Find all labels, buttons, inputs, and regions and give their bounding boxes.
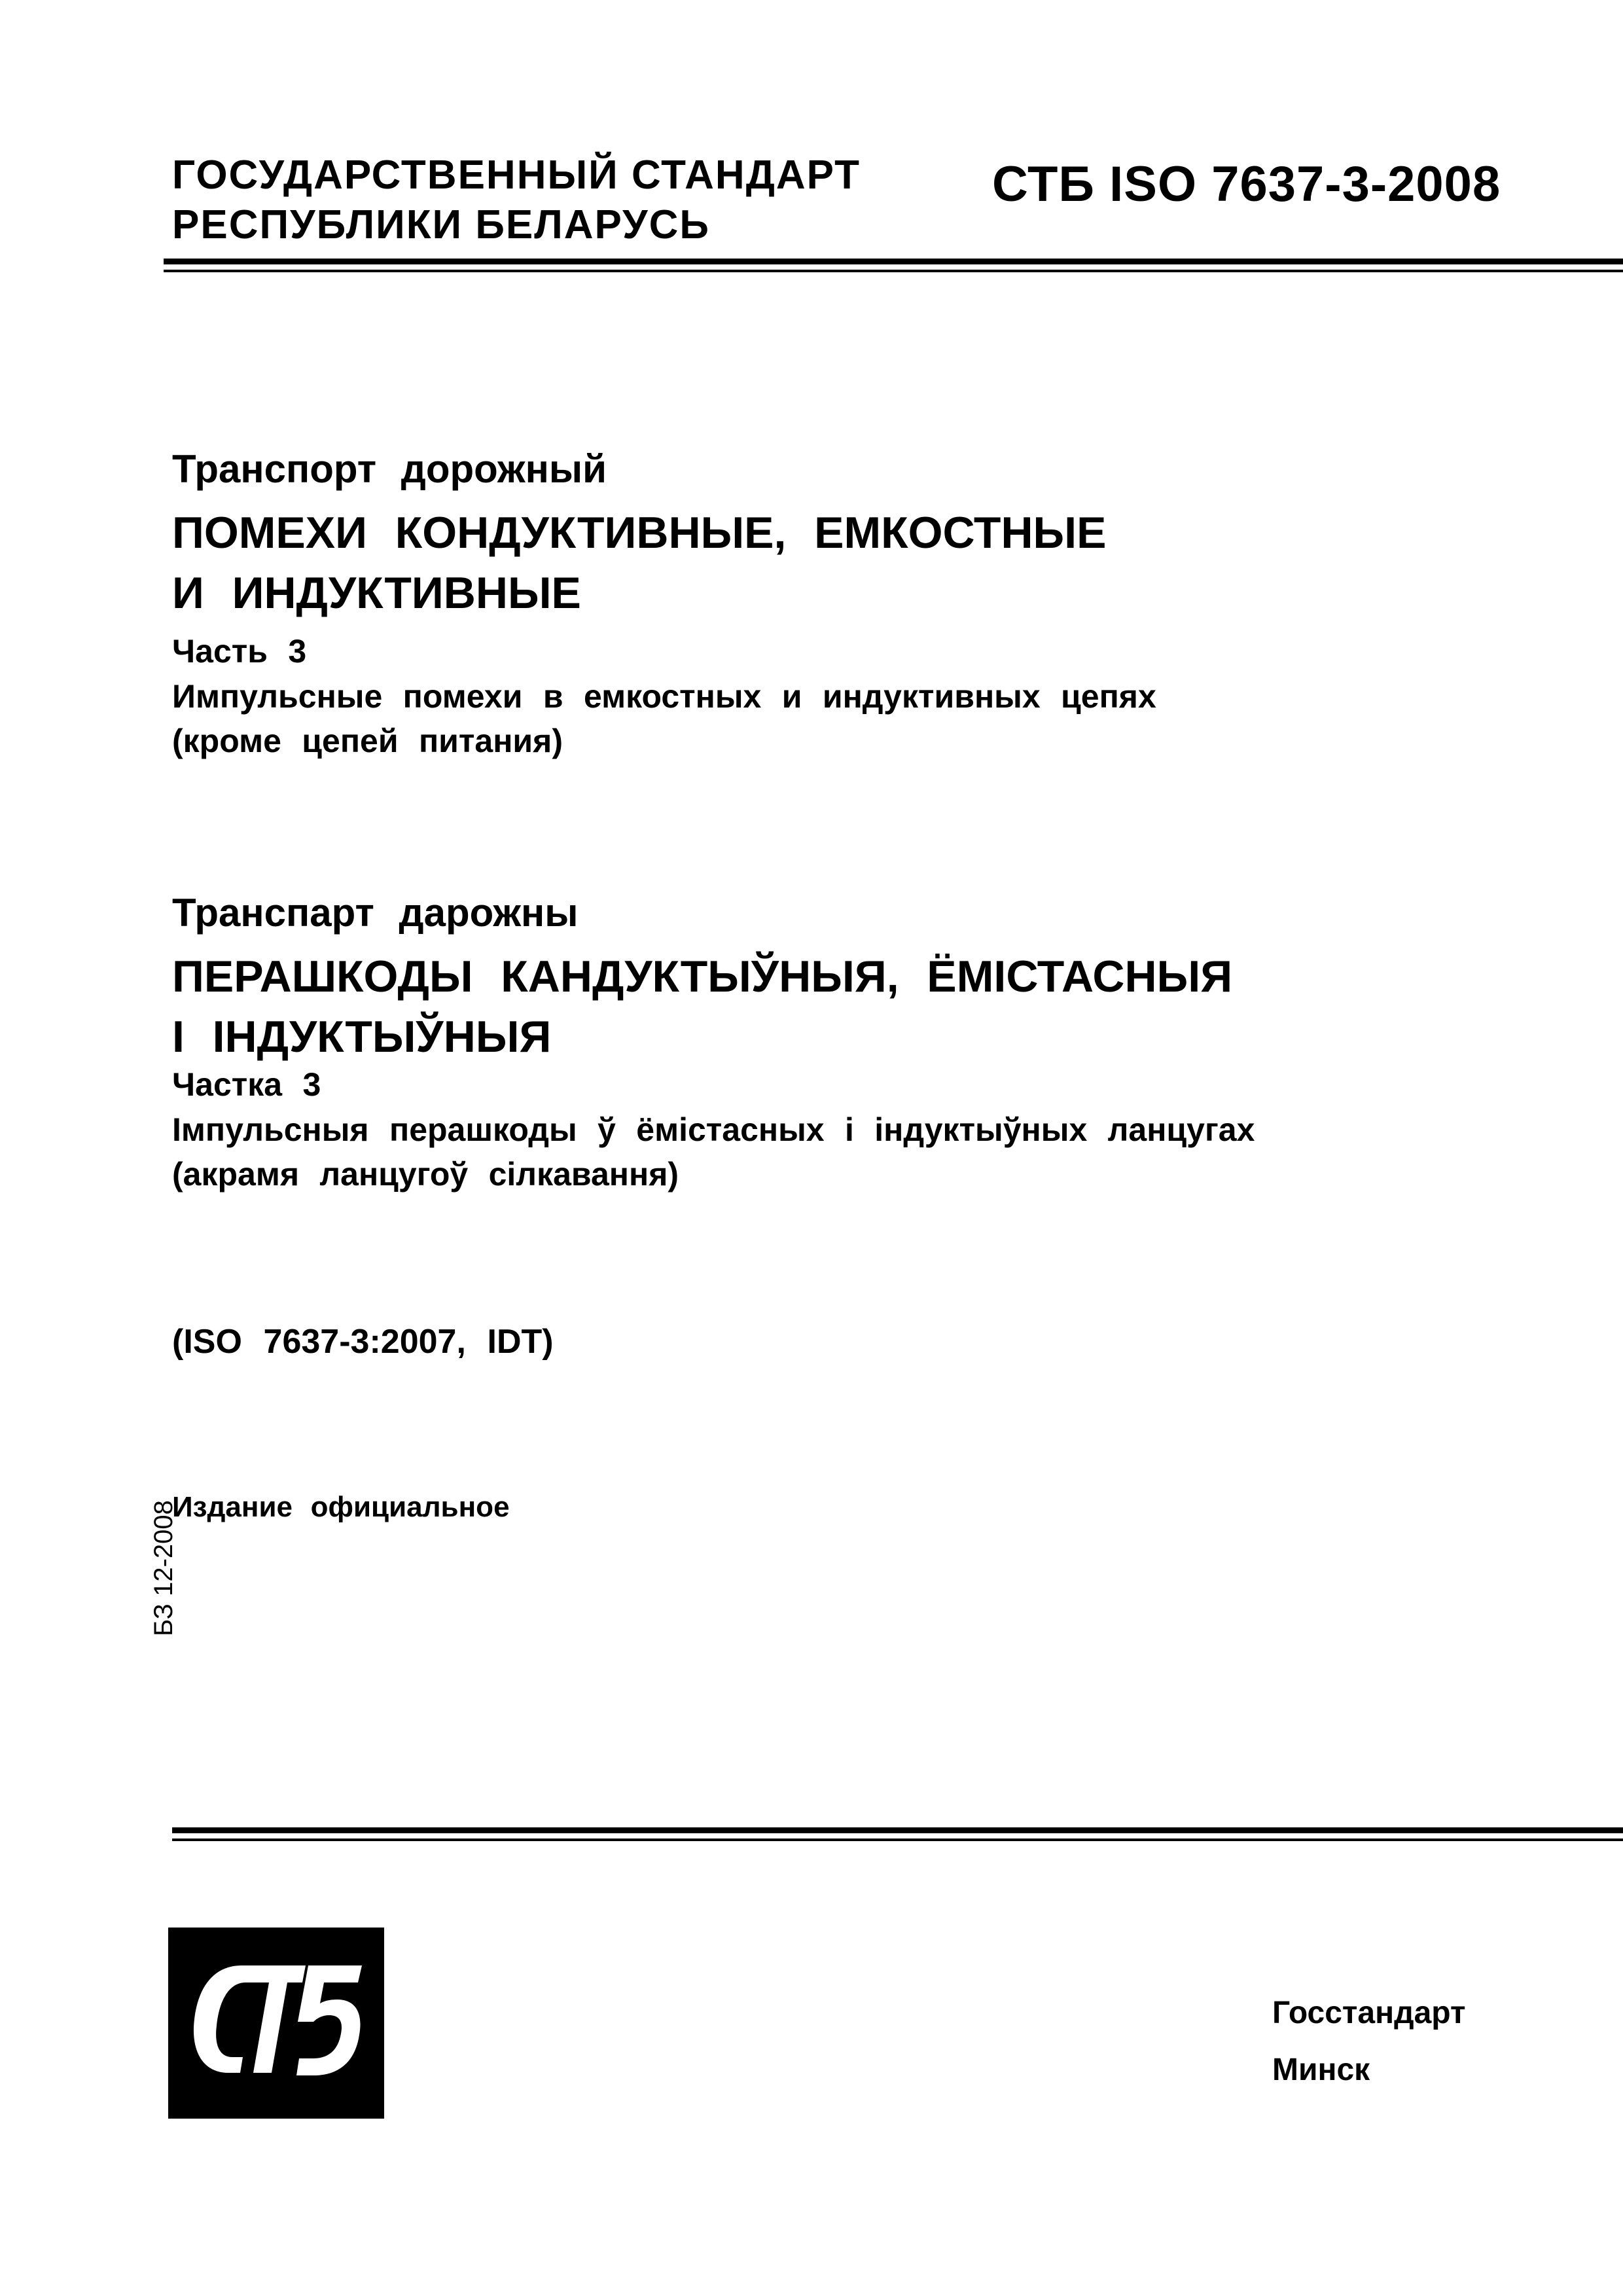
russian-category-label: Транспорт дорожный <box>172 447 607 491</box>
belarusian-title <box>172 946 1546 1067</box>
belarusian-title-line-2: І ІНДУКТЫЎНЫЯ <box>172 1012 552 1062</box>
top-double-rule <box>164 259 1623 272</box>
edition-note: Издание официальное <box>172 1491 510 1523</box>
belarusian-category-label: Транспарт дарожны <box>172 891 579 935</box>
publisher-city: Минск <box>1272 2053 1370 2087</box>
belarusian-part-title-line-2: (акрамя ланцугоў сілкавання) <box>172 1156 679 1193</box>
russian-part-title <box>172 674 1546 763</box>
russian-title-line-2: И ИНДУКТИВНЫЕ <box>172 568 581 618</box>
bottom-double-rule <box>172 1827 1623 1841</box>
russian-part-number: Часть 3 <box>172 633 307 670</box>
belarusian-part-number: Частка 3 <box>172 1066 321 1103</box>
belarusian-part-title <box>172 1107 1579 1196</box>
russian-part-title-line-2: (кроме цепей питания) <box>172 723 563 759</box>
russian-title <box>172 503 1546 623</box>
organization-line-1: ГОСУДАРСТВЕННЫЙ СТАНДАРТ <box>172 152 861 198</box>
organization-name <box>172 151 861 250</box>
publisher-name: Госстандарт <box>1272 1996 1466 2030</box>
belarusian-title-line-1: ПЕРАШКОДЫ КАНДУКТЫЎНЫЯ, ЁМІСТАСНЫЯ <box>172 952 1233 1001</box>
vertical-catalog-code: БЗ 12-2008 <box>149 1500 178 1636</box>
iso-reference: (ISO 7637-3:2007, IDT) <box>172 1323 554 1361</box>
standard-code: СТБ ISO 7637-3-2008 <box>992 156 1501 212</box>
belarusian-part-title-line-1: Імпульсныя перашкоды ў ёмістасных і індуктыўных ланцугах <box>172 1111 1255 1148</box>
organization-line-2: РЕСПУБЛИКИ БЕЛАРУСЬ <box>172 202 710 247</box>
russian-part-title-line-1: Импульсные помехи в емкостных и индуктивных цепях <box>172 678 1156 715</box>
stb-logo-icon <box>168 1928 384 2119</box>
russian-title-line-1: ПОМЕХИ КОНДУКТИВНЫЕ, ЕМКОСТНЫЕ <box>172 508 1107 558</box>
